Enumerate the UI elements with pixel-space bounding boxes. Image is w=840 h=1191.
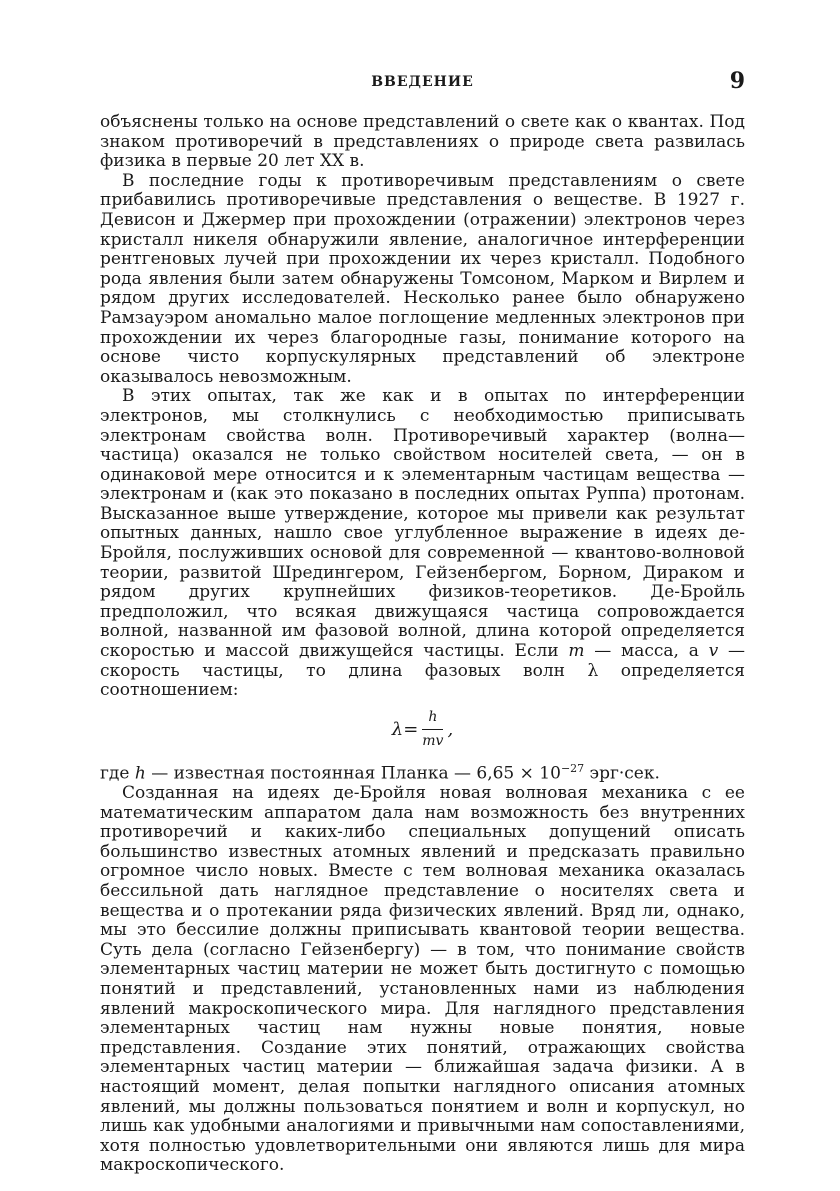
paragraph-4-middle: — известная постоянная Планка — 6,65 × 10	[145, 763, 561, 784]
planck-symbol: h	[134, 763, 146, 784]
formula-numerator: h	[422, 708, 443, 731]
paragraph-4-prefix: где	[100, 763, 135, 784]
planck-exponent: −27	[560, 761, 585, 775]
formula-lhs: λ=	[391, 719, 419, 741]
paragraph-3-text-2: — масса, а	[584, 641, 709, 662]
page-number: 9	[729, 68, 745, 94]
paragraph-3-text-3: — скорость частицы, то длина фазовых волн λ определяется соотношением:	[100, 641, 745, 701]
running-title: ВВЕДЕНИЕ	[371, 74, 474, 90]
paragraph-4	[100, 759, 745, 784]
body-text	[100, 113, 745, 1176]
formula-fraction	[422, 708, 443, 752]
paragraph-1: объяснены только на основе представлений о свете как о квантах. Под знаком противоречий в представлениях о природе света развилась физика в первые 20 лет XX в.	[100, 112, 745, 172]
paragraph-3	[100, 387, 745, 701]
paragraph-5: Созданная на идеях де-Бройля новая волновая механика с ее математическим аппаратом дала нам возможность без внутренних противоречий и каких-либо специальных допущений описать большинство известных атомных явлений и предсказать правильно огромное число новых. Вместе с тем волновая механика оказалась бессильной дать наглядное представление о носителях света и вещества и о протекании ряда физических явлений. Вряд ли, однако, мы это бессилие должны приписывать квантовой теории вещества. Суть дела (согласно Гейзенбергу) — в том, что понимание свойств элементарных частиц материи не может быть достигнуто с помощью понятий и представлений, установленных нами из наблюдения явлений макроскопического мира. Для наглядного представления элементарных частиц нам нужны новые понятия, новые представления. Создание этих понятий, отражающих свойства элементарных частиц материи — ближайшая задача физики. А в настоящий момент, делая попытки наглядного описания атомных явлений, мы должны пользоваться понятием и волн и корпускул, но лишь как удобными аналогиями и привычными нам сопоставлениями, хотя полностью удовлетворительными они являются лишь для мира макроскопического.	[100, 783, 745, 1176]
paragraph-3-text: В этих опытах, так же как и в опытах по интерференции электронов, мы столкнулись с необходимостью приписывать электронам свойства волн. Противоречивый характер (волна—частица) оказался не только свойством носителей света, — он в одинаковой мере относится и к элементарным частицам вещества — электронам и (как это показано в последних опытах Руппа) протонам. Высказанное выше утверждение, которое мы привели как результат опытных данных, нашло свое углубленное выражение в идеях де-Бройля, послуживших основой для современной — квантово-волновой теории, развитой Шредингером, Гейзенбергом, Борном, Дираком и рядом других крупнейших физиков-теоретиков. Де-Бройль предположил, что всякая движущаяся частица сопровождается волной, названной им фазовой волной, длина которой определяется скоростью и массой движущейся частицы. Если	[100, 386, 745, 662]
formula-trailing: ,	[447, 719, 454, 741]
paragraph-4-suffix: эрг·сек.	[584, 763, 660, 784]
velocity-symbol: v	[708, 641, 719, 662]
de-broglie-formula	[100, 701, 745, 759]
mass-symbol: m	[568, 641, 585, 662]
page-header	[100, 68, 745, 98]
paragraph-2: В последние годы к противоречивым представлениям о свете прибавились противоречивые представления о веществе. В 1927 г. Девисон и Джермер при прохождении (отражении) электронов через кристалл никеля обнаружили явление, аналогичное интерференции рентгеновых лучей при прохождении их через кристалл. Подобного рода явления были затем обнаружены Томсоном, Марком и Вирлем и рядом других исследователей. Несколько ранее было обнаружено Рамзауэром аномально малое поглощение медленных электронов при прохождении их через благородные газы, понимание которого на основе чисто корпускулярных представлений об электроне оказывалось невозможным.	[100, 170, 745, 387]
formula-denominator: mv	[422, 733, 444, 750]
